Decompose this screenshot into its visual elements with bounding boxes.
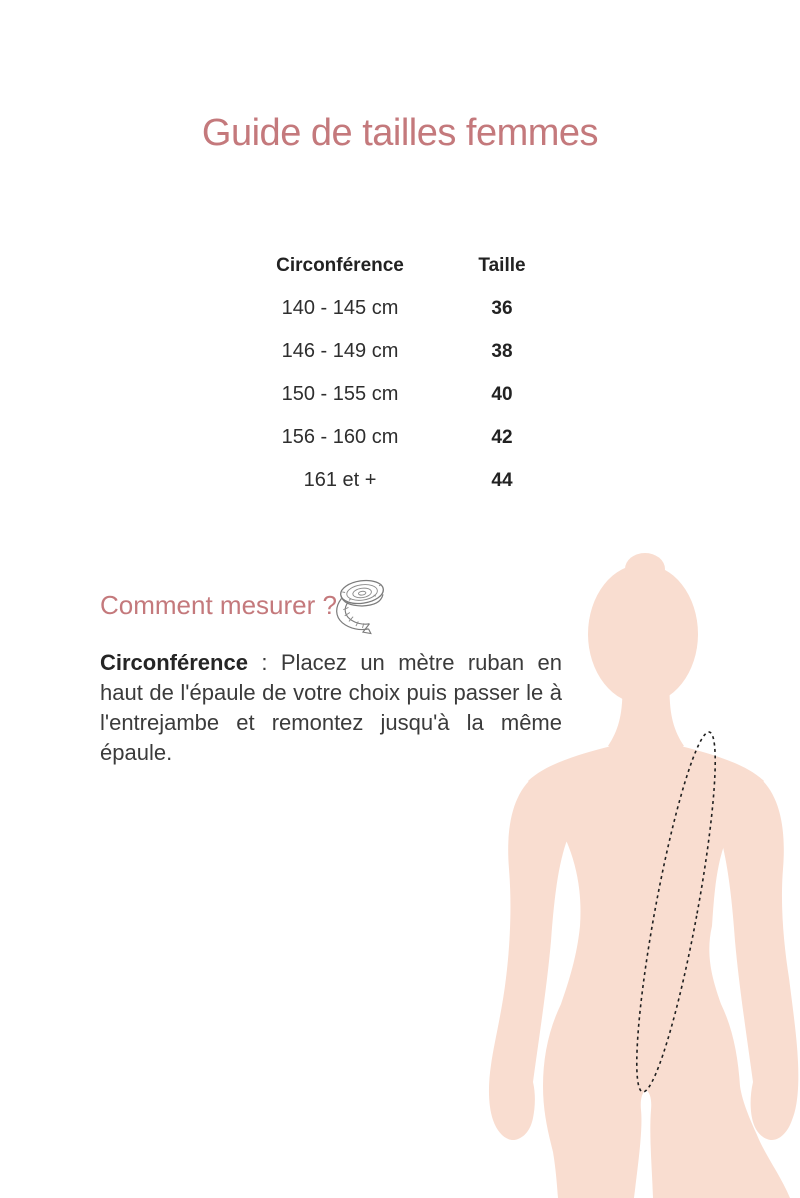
size-table: [240, 244, 564, 502]
instruction-text: : Placez un mètre ruban en haut de l'épaule de votre choix puis passer le à l'entrejambe et remontez jusqu'à la même épaule.: [100, 650, 562, 765]
column-header-size: Taille: [478, 254, 526, 276]
table-row-circumference: 156 - 160 cm: [281, 426, 399, 448]
table-row-size: 44: [491, 469, 513, 491]
table-row-size: 42: [491, 426, 513, 448]
female-silhouette: [480, 535, 800, 1198]
table-row-size: 40: [491, 383, 513, 405]
column-header-circumference: Circonférence: [276, 254, 404, 276]
instruction-lead-word: Circonférence: [100, 650, 248, 675]
table-row-circumference: 150 - 155 cm: [281, 383, 399, 405]
table-row-circumference: 161 et +: [303, 469, 377, 491]
table-row-size: 38: [491, 340, 513, 362]
table-row-size: 36: [491, 297, 513, 319]
measuring-tape-icon: [334, 576, 390, 636]
page-title: Guide de tailles femmes: [201, 112, 599, 154]
table-row-circumference: 140 - 145 cm: [281, 297, 399, 319]
how-to-measure-heading: Comment mesurer ?: [100, 590, 337, 620]
table-row-circumference: 146 - 149 cm: [281, 340, 399, 362]
